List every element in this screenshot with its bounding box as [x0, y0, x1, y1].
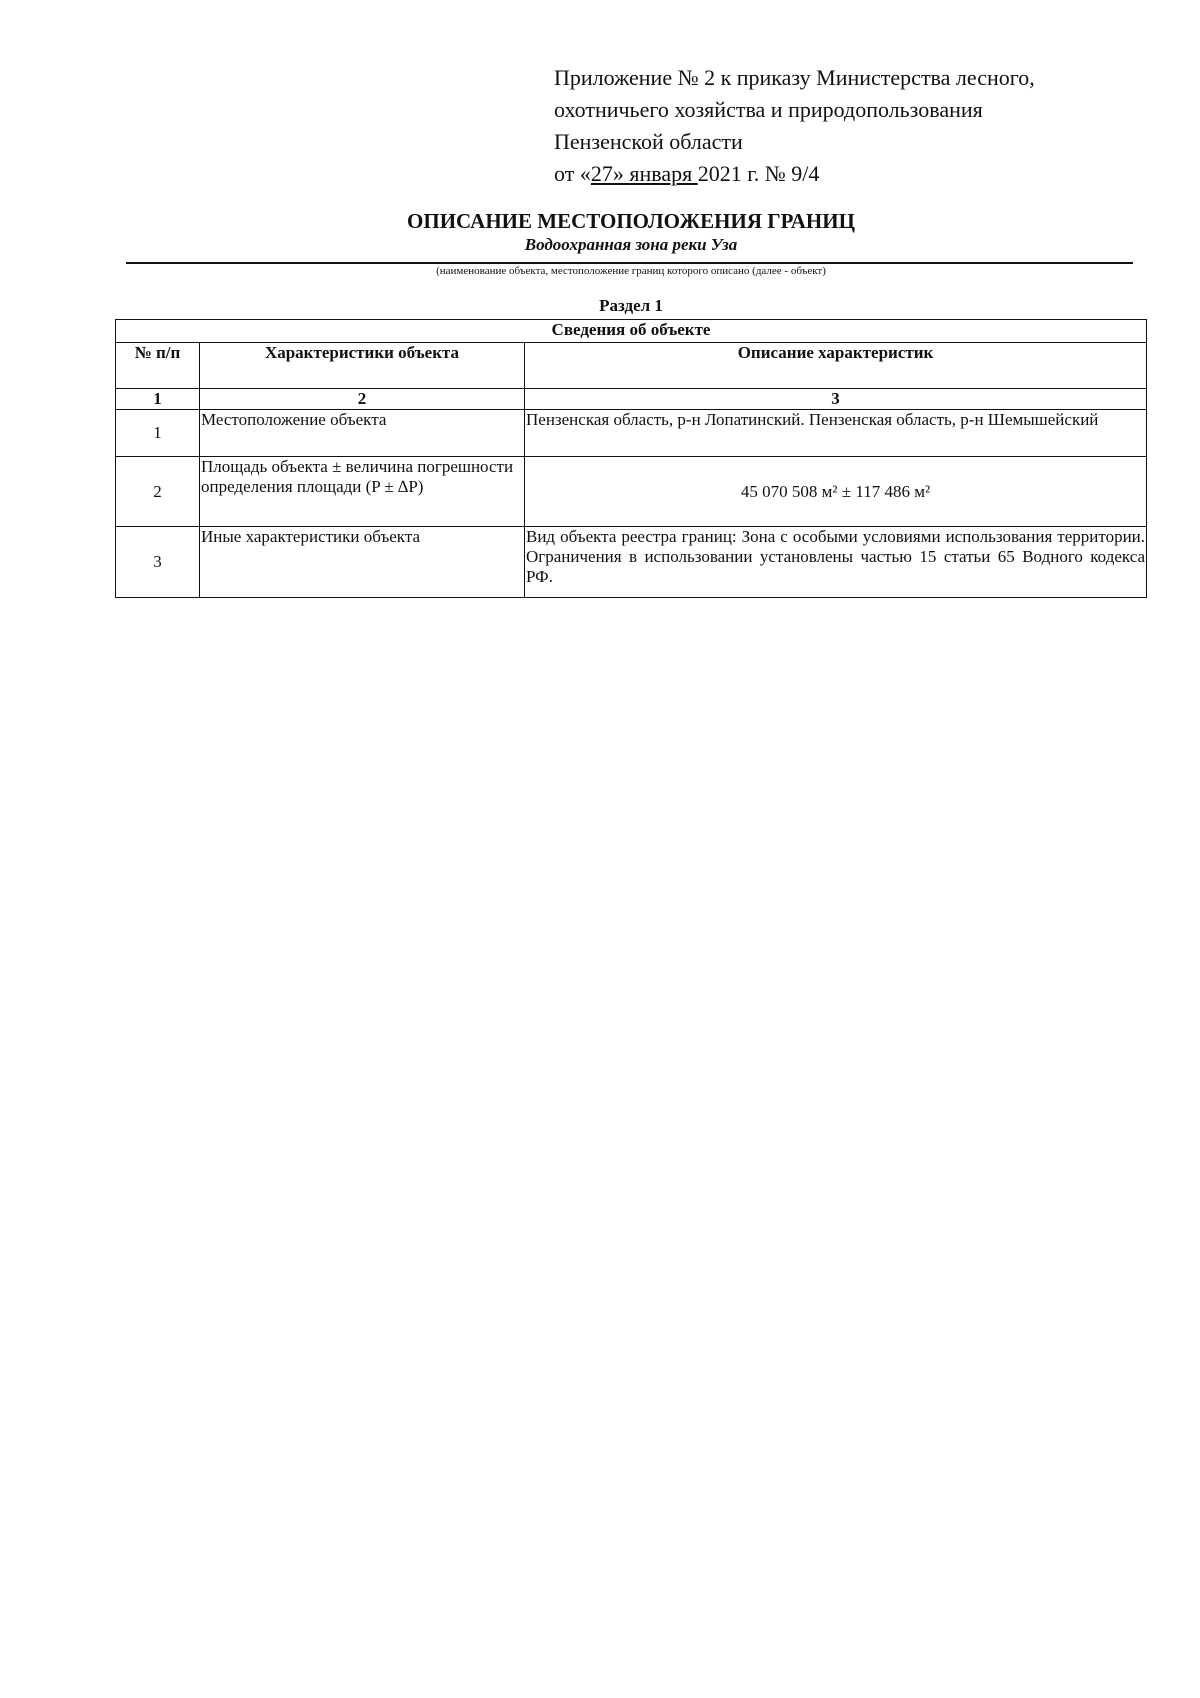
row-characteristic: Иные характеристики объекта [200, 527, 525, 598]
table-caption-row [116, 320, 1147, 343]
row-description: Пензенская область, р-н Лопатинский. Пензенская область, р-н Шемышейский [525, 410, 1147, 457]
header-number: № п/п [116, 343, 200, 389]
column-number: 1 [116, 389, 200, 410]
table-row [116, 457, 1147, 527]
row-characteristic: Площадь объекта ± величина погрешности определения площади (P ± ∆P) [200, 457, 525, 527]
appendix-date-line [554, 158, 1035, 190]
column-number-row [116, 389, 1147, 410]
table-caption: Сведения об объекте [116, 320, 1147, 343]
object-name-underline [126, 262, 1133, 264]
object-name: Водоохранная зона реки Уза [524, 235, 738, 254]
row-description: 45 070 508 м² ± 117 486 м² [525, 457, 1147, 527]
row-number: 1 [116, 410, 200, 457]
row-number: 2 [116, 457, 200, 527]
object-info-table [115, 319, 1147, 598]
date-mid: » [612, 161, 630, 186]
appendix-line-3: Пензенской области [554, 129, 743, 154]
date-prefix: от « [554, 161, 591, 186]
section-title: Раздел 1 [599, 296, 663, 315]
column-number: 3 [525, 389, 1147, 410]
header-characteristic: Характеристики объекта [200, 343, 525, 389]
appendix-line-1: Приложение № 2 к приказу Министерства лесного, [554, 65, 1035, 90]
date-suffix: 2021 г. № 9/4 [697, 161, 820, 186]
row-number: 3 [116, 527, 200, 598]
object-name-caption: (наименование объекта, местоположение границ которого описано (далее - объект) [436, 265, 826, 277]
appendix-header [554, 62, 1035, 190]
date-month: января [629, 161, 698, 186]
table-row [116, 410, 1147, 457]
date-day: 27 [590, 161, 613, 186]
row-description: Вид объекта реестра границ: Зона с особыми условиями использования территории. Ограничения в использовании установлены частью 15 статьи 65 Водного кодекса РФ. [525, 527, 1147, 598]
appendix-line-2: охотничьего хозяйства и природопользования [554, 97, 983, 122]
document-title: ОПИСАНИЕ МЕСТОПОЛОЖЕНИЯ ГРАНИЦ [407, 209, 855, 233]
header-description: Описание характеристик [525, 343, 1147, 389]
column-number: 2 [200, 389, 525, 410]
table-header-row [116, 343, 1147, 389]
table-row [116, 527, 1147, 598]
row-characteristic: Местоположение объекта [200, 410, 525, 457]
